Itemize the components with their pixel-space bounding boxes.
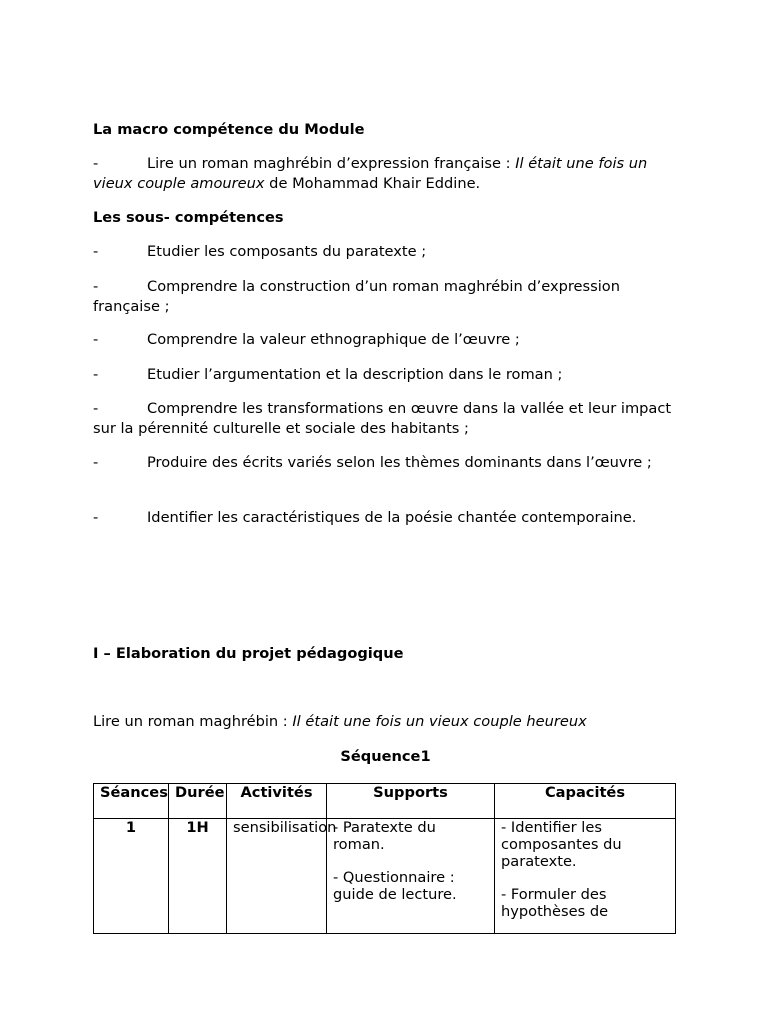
list-item-text: Identifier les caractéristiques de la poésie chantée contemporaine.	[147, 509, 637, 526]
sub-heading: Les sous- compétences	[93, 209, 284, 226]
project-line-title: Il était une fois un vieux couple heureux	[292, 713, 587, 730]
cell-capacites	[495, 819, 676, 934]
list-item-text: Comprendre la construction d’un roman maghrébin d’expression française ;	[93, 278, 620, 315]
support-item: - Questionnaire : guide de lecture.	[333, 869, 457, 903]
list-item-text: Produire des écrits variés selon les thèmes dominants dans l’œuvre ;	[147, 454, 652, 471]
list-dash: -	[93, 454, 99, 471]
list-item	[93, 242, 678, 262]
col-header-duree: Durée	[169, 784, 227, 819]
macro-item-author: de Mohammad Khair Eddine.	[264, 175, 481, 192]
col-header-activites: Activités	[227, 784, 327, 819]
macro-item-text: Lire un roman maghrébin d’expression française :	[147, 155, 516, 172]
list-dash: -	[93, 278, 99, 295]
list-dash: -	[93, 509, 99, 526]
macro-item	[93, 154, 678, 194]
list-dash: -	[93, 331, 99, 348]
macro-heading: La macro compétence du Module	[93, 121, 365, 138]
list-dash: -	[93, 155, 99, 172]
list-item-text: Etudier les composants du paratexte ;	[147, 243, 427, 260]
list-item	[93, 399, 678, 439]
list-item	[93, 365, 678, 385]
list-dash: -	[93, 366, 99, 383]
table-header-row	[94, 784, 676, 819]
cell-duree: 1H	[169, 819, 227, 934]
capacity-item: - Formuler des hypothèses de	[501, 886, 609, 920]
macro-item-title: Il était une fois un vieux couple amoureux	[93, 155, 648, 192]
list-item-text: Comprendre les transformations en œuvre dans la vallée et leur impact sur la pérennité culturelle et sociale des habitants ;	[93, 400, 672, 437]
list-item	[93, 453, 678, 473]
col-header-capacites: Capacités	[495, 784, 676, 819]
sequence-table	[93, 783, 676, 934]
list-item-text: Comprendre la valeur ethnographique de l’œuvre ;	[147, 331, 520, 348]
section-heading: I – Elaboration du projet pédagogique	[93, 645, 404, 662]
list-item-text: Etudier l’argumentation et la description dans le roman ;	[147, 366, 563, 383]
list-item	[93, 330, 678, 350]
cell-supports	[327, 819, 495, 934]
project-line-prefix: Lire un roman maghrébin :	[93, 713, 293, 730]
list-item	[93, 277, 678, 317]
col-header-seances: Séances	[94, 784, 169, 819]
support-item: - Paratexte du roman.	[333, 819, 436, 853]
sequence-title: Séquence1	[340, 748, 431, 765]
col-header-supports: Supports	[327, 784, 495, 819]
list-dash: -	[93, 243, 99, 260]
list-dash: -	[93, 400, 99, 417]
list-item	[93, 508, 678, 528]
cell-activite: sensibilisation	[227, 819, 327, 934]
capacity-item: - Identifier les composantes du paratexte.	[501, 819, 622, 870]
project-line	[93, 712, 678, 732]
table-row	[94, 819, 676, 934]
cell-seance: 1	[94, 819, 169, 934]
